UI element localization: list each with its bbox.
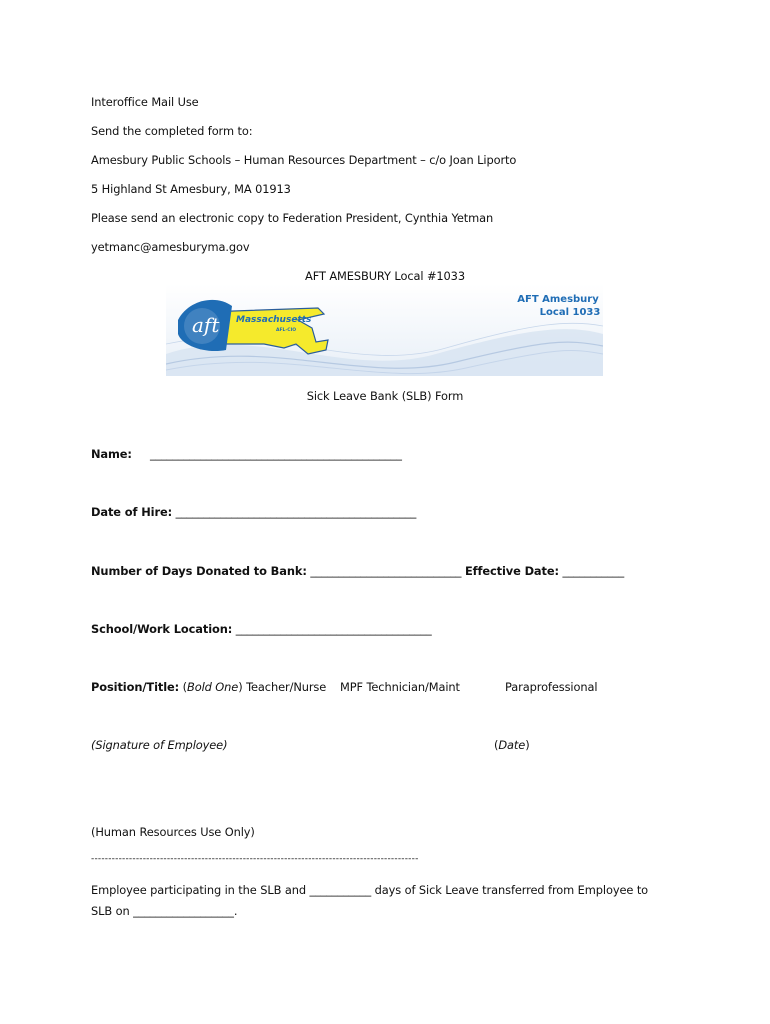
location-row: [91, 622, 432, 636]
name-label: Name:: [91, 447, 132, 461]
electronic-copy-line: Please send an electronic copy to Federation President, Cynthia Yetman: [91, 211, 494, 225]
hire-date-field[interactable]: ___________________________________________: [175, 505, 417, 519]
location-field[interactable]: ___________________________________: [235, 622, 432, 636]
slb-date-field[interactable]: __________________: [133, 904, 234, 918]
days-donated-label: Number of Days Donated to Bank:: [91, 564, 307, 578]
name-field[interactable]: _____________________________________________: [150, 447, 402, 461]
days-row: [91, 564, 624, 578]
option-paraprofessional[interactable]: Paraprofessional: [505, 680, 598, 694]
date-open: (: [494, 738, 499, 752]
hire-label: Date of Hire:: [91, 505, 173, 519]
effective-date-label: Effective Date:: [464, 564, 559, 578]
hr-divider: -----------------------------------------------------------------------------------------------: [91, 854, 419, 864]
hr-sentence-part2: days of Sick Leave transferred from Employee to: [374, 883, 649, 897]
logo-graphic: [166, 284, 603, 376]
hr-address-line: Amesbury Public Schools – Human Resources Department – c/o Joan Liporto: [91, 153, 517, 167]
aft-amesbury-logo: [166, 284, 603, 376]
option-mpf-technician[interactable]: MPF Technician/Maint: [340, 680, 460, 694]
bold-one-instruction: Bold One: [187, 680, 239, 694]
position-label: Position/Title:: [91, 680, 180, 694]
date-label: Date: [498, 738, 526, 752]
hire-row: [91, 505, 416, 519]
date-close: ): [525, 738, 530, 752]
hr-sentence-part3: SLB on: [91, 904, 130, 918]
union-title: AFT AMESBURY Local #1033: [305, 269, 465, 283]
bold-one-open: (: [182, 680, 187, 694]
hr-sentence-line1: [91, 883, 648, 897]
days-donated-field[interactable]: ___________________________: [310, 564, 462, 578]
street-address-line: 5 Highland St Amesbury, MA 01913: [91, 182, 291, 196]
date-label-row: [494, 738, 530, 752]
svg-text:aft: aft: [192, 313, 220, 337]
email-address[interactable]: yetmanc@amesburyma.gov: [91, 240, 250, 254]
svg-text:AFT Amesbury: AFT Amesbury: [517, 294, 599, 305]
svg-text:Local 1033: Local 1033: [539, 307, 601, 318]
hr-sentence-end: .: [233, 904, 238, 918]
bold-one-close: ): [238, 680, 243, 694]
send-to-label: Send the completed form to:: [91, 124, 253, 138]
location-label: School/Work Location:: [91, 622, 233, 636]
option-teacher-nurse[interactable]: Teacher/Nurse: [246, 680, 327, 694]
hr-use-only-label: (Human Resources Use Only): [91, 825, 255, 839]
effective-date-field[interactable]: ___________: [562, 564, 625, 578]
interoffice-mail-label: Interoffice Mail Use: [91, 95, 199, 109]
hr-sentence-line2: [91, 904, 237, 918]
form-title: Sick Leave Bank (SLB) Form: [306, 389, 464, 403]
days-transferred-field[interactable]: ___________: [309, 883, 372, 897]
hr-sentence-part1: Employee participating in the SLB and: [91, 883, 306, 897]
svg-text:Massachusetts: Massachusetts: [236, 315, 312, 325]
position-row: [91, 680, 691, 696]
signature-label: (Signature of Employee): [91, 738, 228, 752]
svg-text:AFL-CIO: AFL-CIO: [276, 328, 297, 333]
